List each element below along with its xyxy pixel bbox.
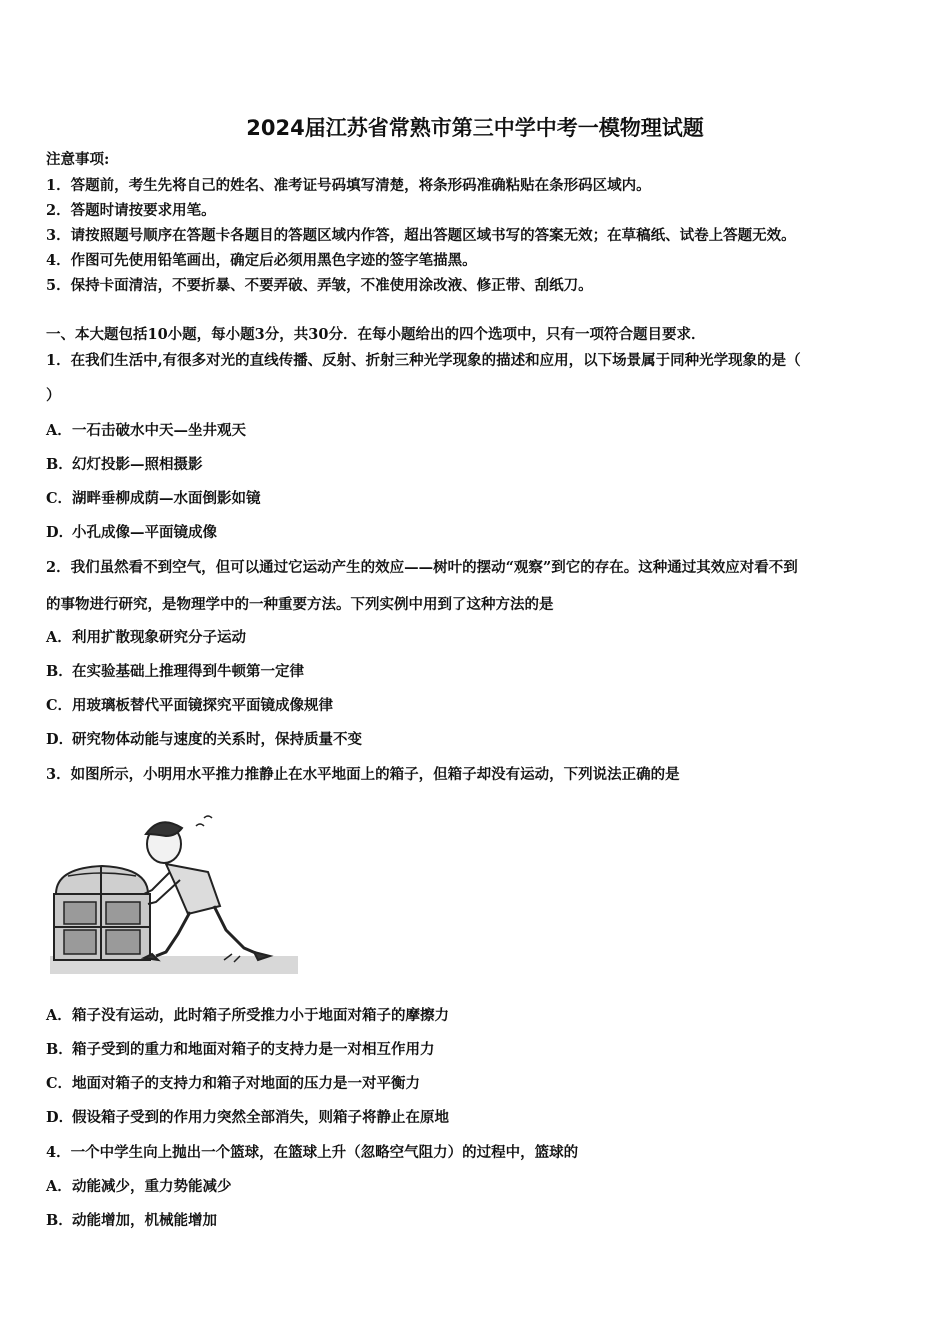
option-text: 箱子没有运动，此时箱子所受推力小于地面对箱子的摩擦力 xyxy=(72,1007,449,1024)
boy-pushing-box-figure xyxy=(48,806,300,978)
question-2-stem-cont: 的事物进行研究，是物理学中的一种重要方法。下列实例中用到了这种方法的是 xyxy=(46,596,554,613)
option-label: A． xyxy=(46,629,72,646)
option-text: 幻灯投影—照相摄影 xyxy=(72,456,203,473)
notice-heading: 注意事项: xyxy=(46,151,110,168)
question-2-option-a xyxy=(46,628,246,648)
question-1-option-d xyxy=(46,523,217,543)
question-4-option-b xyxy=(46,1211,217,1231)
notice-item: 1．答题前，考生先将自己的姓名、准考证号码填写清楚，将条形码准确粘贴在条形码区域内。 xyxy=(46,177,651,194)
option-label: D． xyxy=(46,731,74,748)
question-3-stem: 3．如图所示，小明用水平推力推静止在水平地面上的箱子，但箱子却没有运动，下列说法正确的是 xyxy=(46,766,680,783)
option-text: 箱子受到的重力和地面对箱子的支持力是一对相互作用力 xyxy=(72,1041,435,1058)
option-text: 在实验基础上推理得到牛顿第一定律 xyxy=(72,663,304,680)
option-label: B． xyxy=(46,663,73,680)
question-3-option-b xyxy=(46,1040,435,1060)
option-text: 一石击破水中天—坐井观天 xyxy=(72,422,246,439)
option-text: 用玻璃板替代平面镜探究平面镜成像规律 xyxy=(72,697,333,714)
question-2-stem: 2．我们虽然看不到空气，但可以通过它运动产生的效应——树叶的摆动“观察”到它的存在。这种通过其效应对看不到 xyxy=(46,559,798,576)
option-text: 假设箱子受到的作用力突然全部消失，则箱子将静止在原地 xyxy=(72,1109,449,1126)
question-2-option-d xyxy=(46,730,362,750)
option-label: A． xyxy=(46,422,72,439)
notice-item: 3．请按照题号顺序在答题卡各题目的答题区域内作答，超出答题区域书写的答案无效；在草稿纸、试卷上答题无效。 xyxy=(46,227,796,244)
question-2-option-c xyxy=(46,696,333,716)
page-title: 2024届江苏省常熟市第三中学中考一模物理试题 xyxy=(246,116,704,140)
option-label: D． xyxy=(46,524,74,541)
option-label: A． xyxy=(46,1178,72,1195)
boy xyxy=(144,816,270,962)
question-4-stem: 4．一个中学生向上抛出一个篮球，在篮球上升（忽略空气阻力）的过程中，篮球的 xyxy=(46,1144,579,1161)
option-label: C． xyxy=(46,1075,73,1092)
option-label: C． xyxy=(46,697,73,714)
notice-item: 4．作图可先使用铅笔画出，确定后必须用黑色字迹的签字笔描黑。 xyxy=(46,252,477,269)
question-4-option-a xyxy=(46,1177,232,1197)
option-label: B． xyxy=(46,456,73,473)
question-1-option-c xyxy=(46,489,261,509)
question-1-option-a xyxy=(46,421,246,441)
option-text: 动能减少，重力势能减少 xyxy=(72,1178,232,1195)
question-3-option-d xyxy=(46,1108,449,1128)
option-text: 湖畔垂柳成荫—水面倒影如镜 xyxy=(72,490,261,507)
option-label: C． xyxy=(46,490,73,507)
notice-item: 2．答题时请按要求用笔。 xyxy=(46,202,216,219)
question-1-stem-cont: ） xyxy=(46,387,61,404)
box xyxy=(54,866,150,960)
option-label: B． xyxy=(46,1212,73,1229)
option-label: B． xyxy=(46,1041,73,1058)
option-text: 动能增加，机械能增加 xyxy=(72,1212,217,1229)
question-1-option-b xyxy=(46,455,203,475)
question-2-option-b xyxy=(46,662,304,682)
question-3-option-a xyxy=(46,1006,449,1026)
option-label: D． xyxy=(46,1109,74,1126)
notice-item: 5．保持卡面清洁，不要折暴、不要弄破、弄皱，不准使用涂改液、修正带、刮纸刀。 xyxy=(46,277,593,294)
option-text: 利用扩散现象研究分子运动 xyxy=(72,629,246,646)
option-text: 地面对箱子的支持力和箱子对地面的压力是一对平衡力 xyxy=(72,1075,420,1092)
section-heading: 一、本大题包括10小题，每小题3分，共30分．在每小题给出的四个选项中，只有一项符合题目要求． xyxy=(46,326,706,343)
option-text: 研究物体动能与速度的关系时，保持质量不变 xyxy=(72,731,362,748)
question-3-option-c xyxy=(46,1074,420,1094)
option-text: 小孔成像—平面镜成像 xyxy=(72,524,217,541)
question-1-stem: 1．在我们生活中,有很多对光的直线传播、反射、折射三种光学现象的描述和应用，以下场景属于同种光学现象的是（ xyxy=(46,352,801,369)
option-label: A． xyxy=(46,1007,72,1024)
